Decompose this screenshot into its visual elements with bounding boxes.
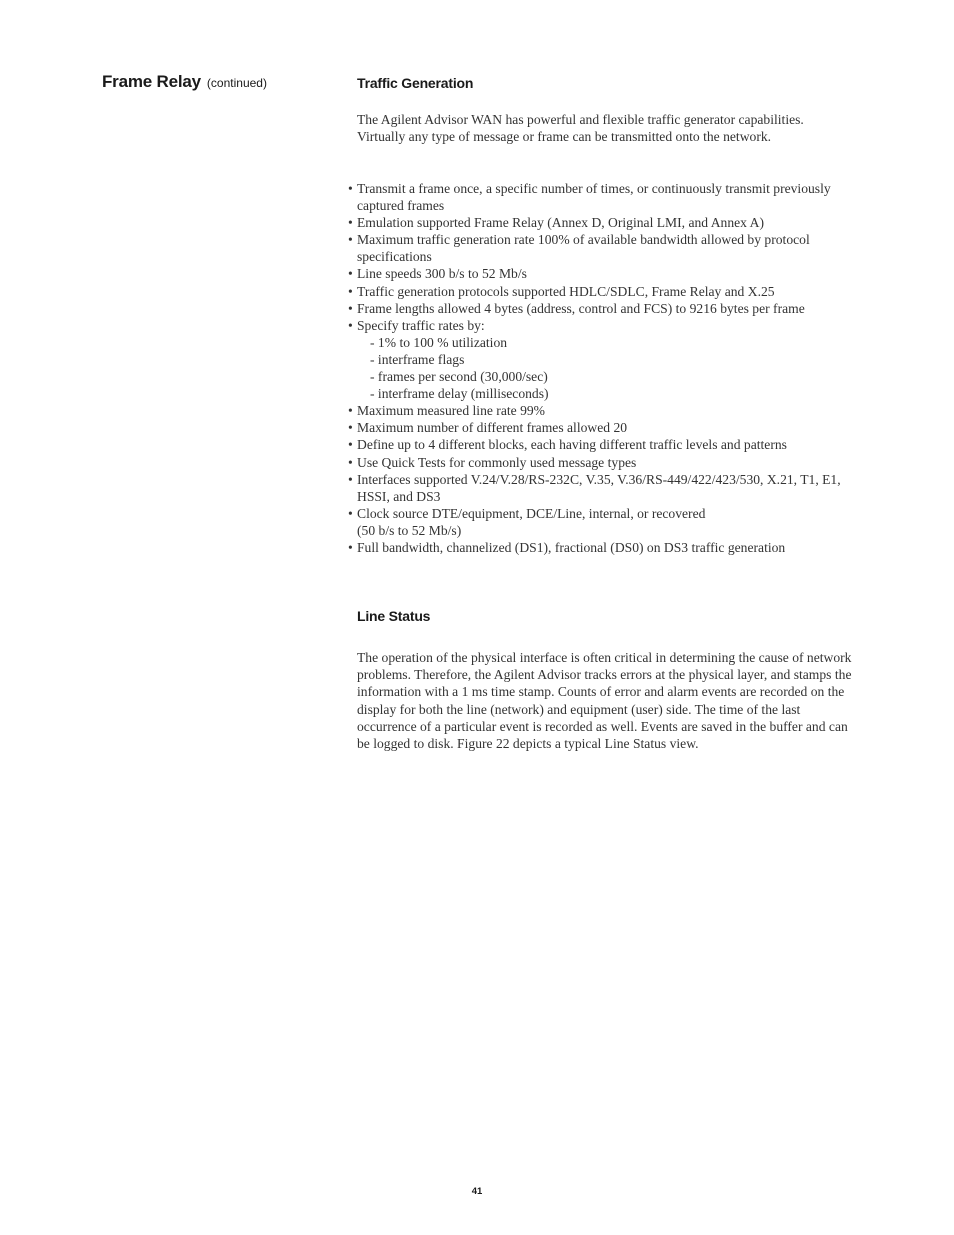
line-status-body: The operation of the physical interface is often critical in determining the cause of network problems. Therefore, the Agilent Advisor tracks errors at the physical layer, and stamps the information with a 1 ms time stamp. Counts of error and alarm events are recorded on the display for both the line (network) and equipment (user) side. The time of the last occurrence of a particular event is recorded as well. Events are saved in the buffer and can be logged to disk. Figure 22 depicts a typical Line Status view. (357, 650, 852, 752)
bullet-icon: • (348, 300, 353, 316)
traffic-generation-heading: Traffic Generation (357, 75, 474, 91)
list-item: • Clock source DTE/equipment, DCE/Line, internal, or recovered (50 b/s to 52 Mb/s) (348, 505, 706, 538)
list-item: • Maximum measured line rate 99% (348, 403, 545, 419)
list-item: • Full bandwidth, channelized (DS1), fractional (DS0) on DS3 traffic generation (348, 539, 786, 555)
bullet-icon: • (348, 454, 353, 470)
list-item: • Define up to 4 different blocks, each having different traffic levels and patterns (348, 437, 787, 453)
list-item: • Transmit a frame once, a specific number of times, or continuously transmit previously captured frames (348, 181, 831, 214)
clock-range: (50 b/s to 52 Mb/s) (357, 522, 462, 538)
bullet-icon: • (348, 505, 353, 521)
list-item: • Maximum number of different frames allowed 20 (348, 420, 628, 436)
list-item: • Line speeds 300 b/s to 52 Mb/s (348, 266, 527, 282)
bullet-icon: • (348, 266, 353, 282)
bullet-icon: • (348, 283, 353, 299)
list-item: • Traffic generation protocols supported HDLC/SDLC, Frame Relay and X.25 (348, 283, 775, 299)
traffic-generation-intro: The Agilent Advisor WAN has powerful and flexible traffic generator capabilities. Virtually any type of message or frame can be transmitted onto the network. (357, 112, 804, 145)
list-item: • Emulation supported Frame Relay (Annex D, Original LMI, and Annex A) (348, 215, 764, 231)
bullet-icon: • (348, 317, 353, 333)
continued-label: (continued) (206, 76, 267, 90)
bullet-icon: • (348, 215, 353, 231)
page-number: 41 (471, 1186, 483, 1197)
list-item: • Frame lengths allowed 4 bytes (address, control and FCS) to 9216 bytes per frame (348, 300, 805, 316)
bullet-icon: • (348, 181, 353, 196)
bullet-icon: • (348, 539, 353, 555)
bullet-icon: • (348, 420, 353, 436)
traffic-generation-bullet-list (348, 180, 854, 556)
rate-option: - interframe delay (milliseconds) (370, 386, 549, 402)
list-item: • Specify traffic rates by: (348, 317, 485, 333)
list-item: • Use Quick Tests for commonly used message types (348, 454, 637, 470)
rate-option: - frames per second (30,000/sec) (370, 369, 548, 385)
bullet-icon: • (348, 437, 353, 453)
page-title: Frame Relay (102, 72, 201, 91)
bullet-icon: • (348, 471, 353, 487)
rate-option: - 1% to 100 % utilization (370, 334, 508, 350)
bullet-icon: • (348, 403, 353, 419)
rate-option: - interframe flags (370, 351, 465, 367)
list-item: • Interfaces supported V.24/V.28/RS-232C, V.35, V.36/RS-449/422/423/530, X.21, T1, E1, HSSI, and DS3 (348, 471, 841, 504)
page-heading (102, 72, 267, 92)
bullet-icon: • (348, 232, 353, 248)
line-status-heading: Line Status (357, 608, 431, 624)
list-item: • Maximum traffic generation rate 100% of available bandwidth allowed by protocol specifications (348, 232, 810, 265)
